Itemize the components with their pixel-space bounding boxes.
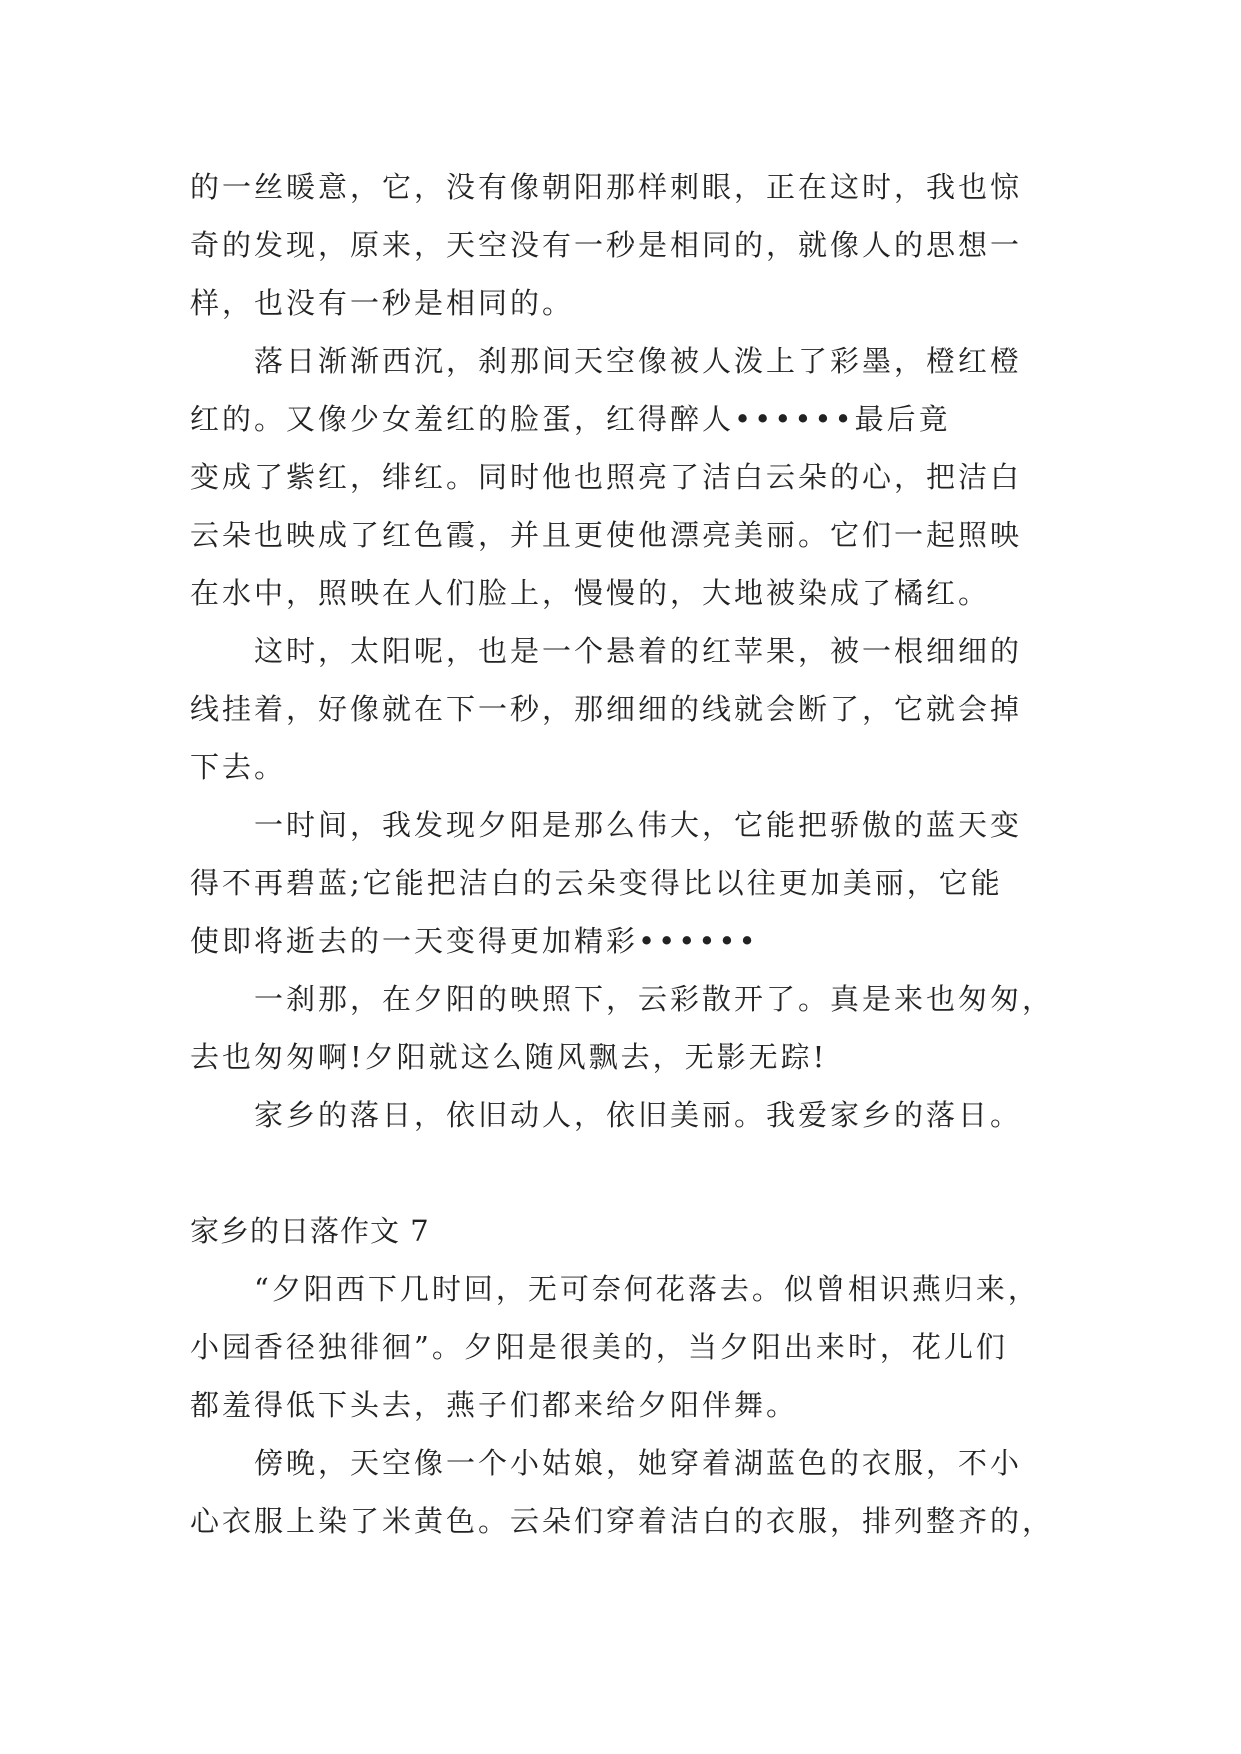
text-line: 样，也没有一秒是相同的。: [190, 286, 575, 320]
paragraph: [190, 1434, 1090, 1550]
text-line: 下去。: [190, 750, 287, 784]
paragraph: [190, 796, 1090, 970]
text-line: 一时间，我发现夕阳是那么伟大，它能把骄傲的蓝天变: [190, 808, 1023, 842]
text-line: 一刹那，在夕阳的映照下，云彩散开了。真是来也匆匆，: [190, 982, 1055, 1016]
text-line: 使即将逝去的一天变得更加精彩••••••: [190, 924, 759, 958]
text-line: 这时，太阳呢，也是一个悬着的红苹果，被一根细细的: [190, 634, 1023, 668]
text-line: “夕阳西下几时回，无可奈何花落去。似曾相识燕归来，: [190, 1272, 1040, 1306]
text-line: 落日渐渐西沉，刹那间天空像被人泼上了彩墨，橙红橙: [190, 344, 1023, 378]
text-line: 心衣服上染了米黄色。云朵们穿着洁白的衣服，排列整齐的，: [190, 1504, 1055, 1538]
paragraph: [190, 622, 1090, 796]
text-line: 得不再碧蓝;它能把洁白的云朵变得比以往更加美丽，它能: [190, 866, 1003, 900]
text-line: 去也匆匆啊!夕阳就这么随风飘去，无影无踪!: [190, 1040, 828, 1074]
paragraph: [190, 970, 1090, 1086]
text-line: 傍晚，天空像一个小姑娘，她穿着湖蓝色的衣服，不小: [190, 1446, 1023, 1480]
text-line: 奇的发现，原来，天空没有一秒是相同的，就像人的思想一: [190, 228, 1023, 262]
text-line: 都羞得低下头去，燕子们都来给夕阳伴舞。: [190, 1388, 799, 1422]
paragraph: [190, 1086, 1090, 1144]
text-line: 小园香径独徘徊”。夕阳是很美的，当夕阳出来时，花儿们: [190, 1330, 1008, 1364]
text-line: 云朵也映成了红色霞，并且更使他漂亮美丽。它们一起照映: [190, 518, 1023, 552]
text-line: 的一丝暖意，它，没有像朝阳那样刺眼，正在这时，我也惊: [190, 170, 1023, 204]
text-line: 变成了紫红，绯红。同时他也照亮了洁白云朵的心，把洁白: [190, 460, 1023, 494]
article-body: [190, 158, 1090, 1550]
text-line: 线挂着，好像就在下一秒，那细细的线就会断了，它就会掉: [190, 692, 1023, 726]
paragraph: [190, 1260, 1090, 1434]
text-line: 红的。又像少女羞红的脸蛋，红得醉人••••••最后竟: [190, 402, 951, 436]
text-line: 家乡的落日，依旧动人，依旧美丽。我爱家乡的落日。: [190, 1098, 1023, 1132]
paragraph: [190, 158, 1090, 332]
section-title: 家乡的日落作文 7: [190, 1214, 430, 1248]
paragraph: [190, 332, 1090, 622]
text-line: 在水中，照映在人们脸上，慢慢的，大地被染成了橘红。: [190, 576, 991, 610]
section-spacer: [190, 1144, 1090, 1202]
